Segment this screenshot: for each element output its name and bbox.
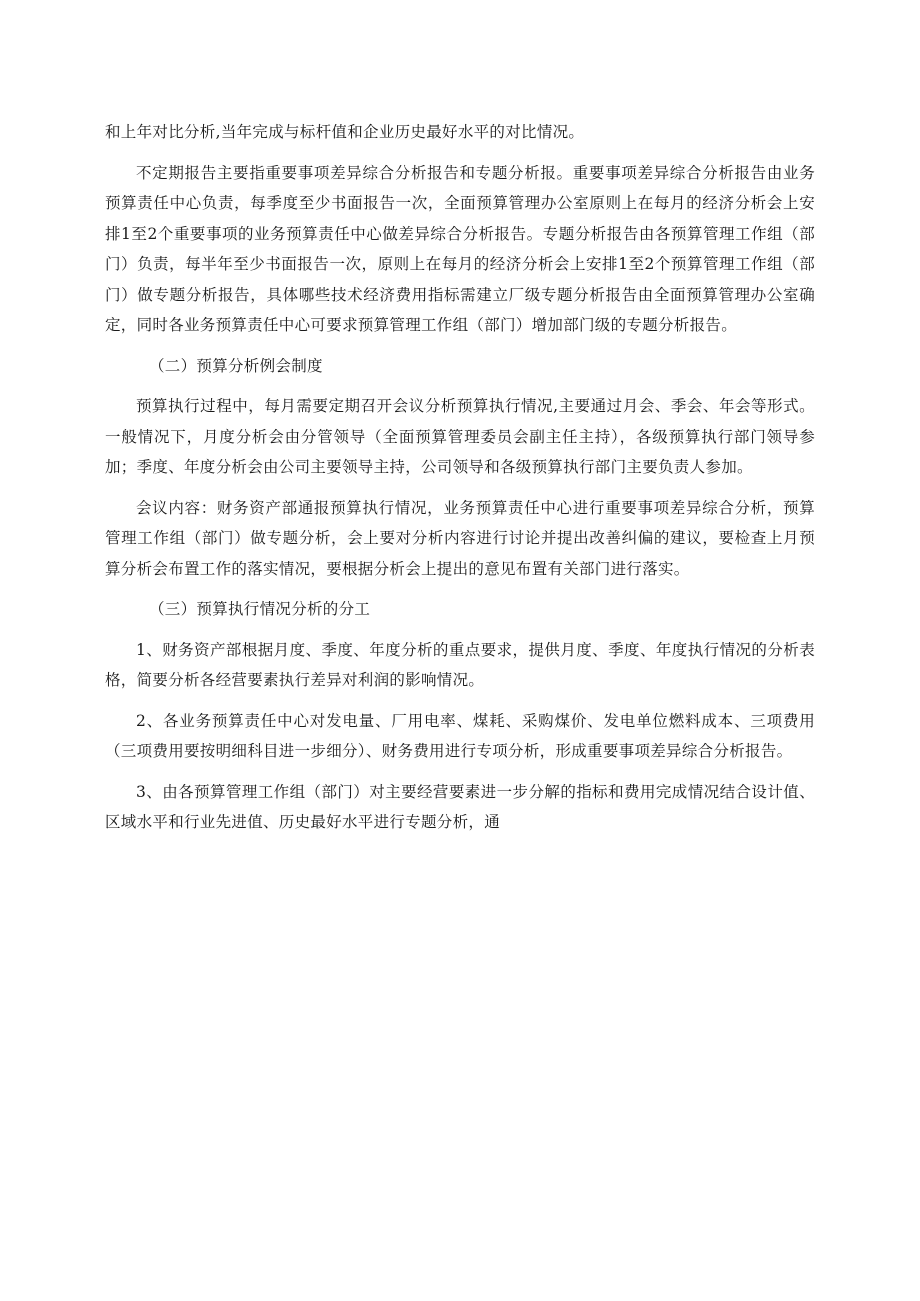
- paragraph-item-2: 2、各业务预算责任中心对发电量、厂用电率、煤耗、采购煤价、发电单位燃料成本、三项费用（三项费用要按明细科目进一步细分）、财务费用进行专项分析，形成重要事项差异综合分析报告。: [105, 711, 815, 760]
- section-heading-budget-meeting: （二）预算分析例会制度: [149, 356, 323, 375]
- paragraph-item-1: 1、财务资产部根据月度、季度、年度分析的重点要求，提供月度、季度、年度执行情况的分析表格，简要分析各经营要素执行差异对利润的影响情况。: [105, 640, 815, 689]
- paragraph-meeting-content: 会议内容：财务资产部通报预算执行情况，业务预算责任中心进行重要事项差异综合分析，预算管理工作组（部门）做专题分析，会上要对分析内容进行讨论并提出改善纠偏的建议，要检查上月预算分析会布置工作的落实情况，要根据分析会上提出的意见布置有关部门进行落实。: [105, 498, 815, 578]
- paragraph-continuation: 和上年对比分析,当年完成与标杆值和企业历史最好水平的对比情况。: [105, 123, 585, 141]
- section-heading-division-of-work: （三）预算执行情况分析的分工: [149, 600, 371, 618]
- paragraph-monthly-meetings: 预算执行过程中，每月需要定期召开会议分析预算执行情况,主要通过月会、季会、年会等形式。一般情况下，月度分析会由分管领导（全面预算管理委员会副主任主持），各级预算执行部门领导参加；季度、年度分析会由公司主要领导主持，公司领导和各级预算执行部门主要负责人参加。: [105, 397, 815, 476]
- paragraph-irregular-reports: 不定期报告主要指重要事项差异综合分析报告和专题分析报。重要事项差异综合分析报告由业务预算责任中心负责，每季度至少书面报告一次，全面预算管理办公室原则上在每月的经济分析会上安排1至2个重要事项的业务预算责任中心做差异综合分析报告。专题分析报告由各预算管理工作组（部门）负责，每半年至少书面报告一次，原则上在每月的经济分析会上安排1至2个预算管理工作组（部门）做专题分析报告，具体哪些技术经济费用指标需建立厂级专题分析报告由全面预算管理办公室确定，同时各业务预算责任中心可要求预算管理工作组（部门）增加部门级的专题分析报告。: [105, 163, 815, 334]
- paragraph-item-3: 3、由各预算管理工作组（部门）对主要经营要素进一步分解的指标和费用完成情况结合设计值、区域水平和行业先进值、历史最好水平进行专题分析，通: [105, 782, 815, 831]
- document-body: [105, 117, 815, 848]
